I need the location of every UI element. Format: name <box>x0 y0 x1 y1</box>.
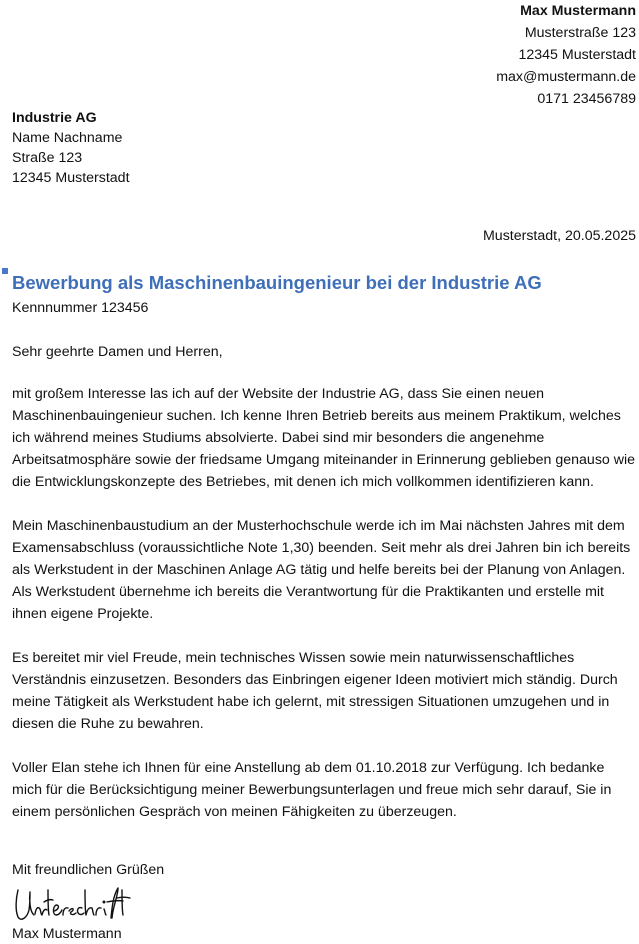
recipient-contact: Name Nachname <box>12 130 123 146</box>
body-paragraph: Mein Maschinenbaustudium an der Musterhochschule werde ich im Mai nächsten Jahres mit dem Examensabschluss (voraussichtliche Note 1,30) beenden. Seit mehr als drei Jahren bin ich bereits als Werkstudent in der Maschinen Anlage AG tätig und helfe bereits bei der Planung von Anlagen. Als Werkstudent übernehme ich bereits die Verantwortung für die Praktikanten und erstelle mit ihnen eigene Projekte. <box>12 518 631 622</box>
salutation: Sehr geehrte Damen und Herren, <box>12 344 223 360</box>
recipient-street: Straße 123 <box>12 150 83 166</box>
sender-name: Max Mustermann <box>520 3 636 19</box>
sender-city: 12345 Musterstadt <box>518 47 636 63</box>
body-paragraph: mit großem Interesse las ich auf der Website der Industrie AG, dass Sie einen neuen Maschinenbauingenieur suchen. Ich kenne Ihren Betrieb bereits aus meinem Praktikum, welches ich während meines Studiums absolvierte. Dabei sind mir besonders die angenehme Arbeitsatmosphäre sowie der friedsame Umgang miteinander in Erinnerung geblieben genauso wie die Entwicklungskonzepte des Betriebes, mit denen ich mich vollkommen identifizieren kann. <box>12 386 636 490</box>
signer-name: Max Mustermann <box>12 926 122 942</box>
closing-phrase: Mit freundlichen Grüßen <box>12 862 165 878</box>
sender-address <box>496 0 636 110</box>
letter-body <box>12 383 638 845</box>
letter-date: Musterstadt, 20.05.2025 <box>482 228 636 244</box>
recipient-company: Industrie AG <box>12 110 97 126</box>
handwritten-signature <box>12 884 134 926</box>
subject-marker <box>2 268 8 274</box>
recipient-city: 12345 Musterstadt <box>12 170 130 186</box>
recipient-address <box>12 108 130 188</box>
reference-number: Kennnummer 123456 <box>12 300 149 316</box>
sender-email: max@mustermann.de <box>496 69 636 85</box>
body-paragraph: Es bereitet mir viel Freude, mein technisches Wissen sowie mein naturwissenschaftliches Verständnis einzusetzen. Besonders das Einbringen eigener Ideen motiviert mich ständig. Durch meine Tätigkeit als Werkstudent habe ich gelernt, mit stressigen Situationen umzugehen und in diesen die Ruhe zu bewahren. <box>12 650 618 732</box>
letter-subject: Bewerbung als Maschinenbauingenieur bei der Industrie AG <box>12 272 542 293</box>
body-paragraph: Voller Elan stehe ich Ihnen für eine Anstellung ab dem 01.10.2018 zur Verfügung. Ich bedanke mich für die Berücksichtigung meiner Bewerbungsunterlagen und freue mich sehr darauf, Sie in einem persönlichen Gespräch von meinen Fähigkeiten zu überzeugen. <box>12 760 612 820</box>
sender-phone: 0171 23456789 <box>537 91 636 107</box>
sender-street: Musterstraße 123 <box>524 25 636 41</box>
